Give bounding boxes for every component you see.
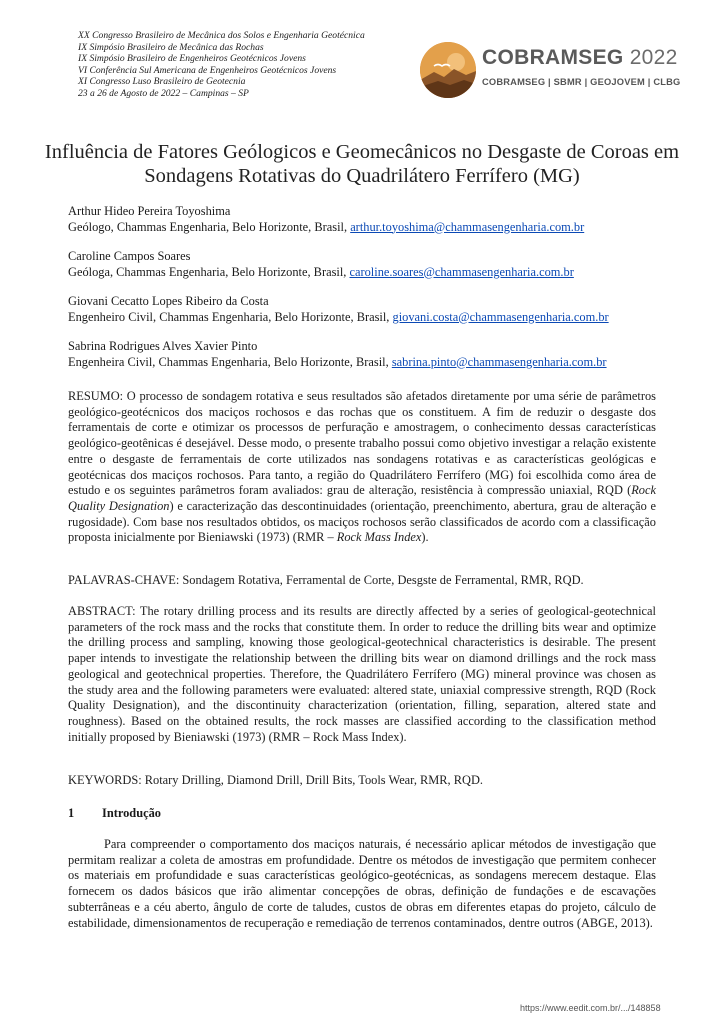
- author-affiliation: Engenheira Civil, Chammas Engenharia, Belo Horizonte, Brasil,: [68, 354, 389, 369]
- header-line: 23 a 26 de Agosto de 2022 – Campinas – SP: [78, 87, 249, 99]
- conference-header: [78, 30, 418, 100]
- palavras-chave: PALAVRAS-CHAVE: Sondagem Rotativa, Ferramental de Corte, Desgste de Ferramental, RMR, RQD.: [68, 573, 584, 587]
- header-line: IX Simpósio Brasileiro de Mecânica das Rochas: [78, 41, 264, 53]
- keywords: KEYWORDS: Rotary Drilling, Diamond Drill, Drill Bits, Tools Wear, RMR, RQD.: [68, 773, 484, 787]
- cobramseg-logo: [420, 40, 682, 100]
- logo-name: COBRAMSEG: [482, 46, 624, 69]
- author-name: Caroline Campos Soares: [68, 249, 191, 263]
- header-line: XX Congresso Brasileiro de Mecânica dos Solos e Engenharia Geotécnica: [78, 30, 365, 41]
- resumo-italic: Rock Quality Designation: [68, 483, 656, 513]
- resumo-text: ).: [421, 530, 429, 545]
- author-entry: [68, 204, 688, 235]
- logo-year: 2022: [629, 46, 678, 69]
- author-email-link[interactable]: arthur.toyoshima@chammasengenharia.com.br: [350, 219, 585, 234]
- author-entry: [68, 249, 688, 280]
- author-name: Sabrina Rodrigues Alves Xavier Pinto: [68, 339, 258, 353]
- footer-url: https://www.eedit.com.br/.../148858: [520, 1003, 661, 1013]
- paper-title: Influência de Fatores Geólogicos e Geomecânicos no Desgaste de Coroas em Sondagens Rotativas do Quadrilátero Ferrífero (MG): [44, 141, 680, 187]
- author-name: Giovani Cecatto Lopes Ribeiro da Costa: [68, 294, 269, 308]
- resumo-italic: Rock Mass Index: [336, 530, 422, 545]
- section-title: Introdução: [102, 806, 161, 820]
- logo-emblem-icon: [420, 42, 476, 98]
- author-entry: [68, 294, 688, 325]
- author-affiliation: Engenheiro Civil, Chammas Engenharia, Belo Horizonte, Brasil,: [68, 309, 390, 324]
- author-email-link[interactable]: caroline.soares@chammasengenharia.com.br: [349, 264, 574, 279]
- logo-subtitle: COBRAMSEG | SBMR | GEOJOVEM | CLBG: [482, 77, 681, 87]
- author-affiliation: Geólogo, Chammas Engenharia, Belo Horizonte, Brasil,: [68, 219, 348, 234]
- section-number: 1: [68, 806, 75, 820]
- header-line: IX Simpósio Brasileiro de Engenheiros Geotécnicos Jovens: [78, 53, 306, 65]
- section-heading: [68, 806, 161, 821]
- author-entry: [68, 339, 688, 370]
- intro-paragraph: Para compreender o comportamento dos maciços naturais, é necessário aplicar métodos de investigação que permitam realizar a coleta de amostras em profundidade. Dentre os métodos de investigação que permitem conhecer os materiais em profundidade e suas características geológico-geotécnicas, as sondagens merecem destaque. Elas fornecem os dados básicos que irão alimentar concepções de obras, definição de fundações e de escavações subterrâneas e a céu aberto, ângulo de corte de taludes, custos de obras em diferentes etapas do projeto, cálculo de estabilidade, dimensionamentos de recuperação e remediação de terrenos contaminados, dentre outros (ABGE, 2013).: [68, 837, 656, 930]
- author-email-link[interactable]: sabrina.pinto@chammasengenharia.com.br: [391, 354, 607, 369]
- author-list: [68, 204, 688, 384]
- resumo-text: RESUMO: O processo de sondagem rotativa e seus resultados são afetados diretamente por uma série de parâmetros geológico-geotécnicos dos maciços rochosos e das rochas que os constituem. A fim de reduzir o desgaste dos ferramentais de corte e otimizar os processos de perfuração e amostragem, o conhecimento dessas características geológico-geotênicas é desejável. Desse modo, o presente trabalho possui como objetivo investigar a relação existente entre o desgaste de ferramentais de corte utilizados nas sondagens rotativas e as características geológicas e geotécnicas dos maciços rochosos. Para tanto, a região do Quadrilátero Ferrífero (MG) foi escolhida como área de estudo e os seguintes parâmetros foram avaliados: grau de alteração, resistência à compressão uniaxial, RQD (: [68, 389, 656, 498]
- author-affiliation: Geóloga, Chammas Engenharia, Belo Horizonte, Brasil,: [68, 264, 347, 279]
- header-line: VI Conferência Sul Americana de Engenheiros Geotécnicos Jovens: [78, 64, 337, 76]
- author-name: Arthur Hideo Pereira Toyoshima: [68, 204, 231, 218]
- resumo-text: ) e caracterização das descontinuidades (orientação, preenchimento, abertura, grau de alteração e rugosidade). Com base nos resultados obtidos, os maciços rochosos serão classificados de acordo com a classificação proposta inicialmente por Bieniawski (1973) (RMR –: [68, 498, 656, 545]
- resumo-paragraph: [68, 389, 656, 546]
- logo-title: [482, 46, 678, 70]
- header-line: XI Congresso Luso Brasileiro de Geotecnia: [78, 76, 246, 88]
- author-email-link[interactable]: giovani.costa@chammasengenharia.com.br: [392, 309, 609, 324]
- abstract-paragraph: ABSTRACT: The rotary drilling process and its results are directly affected by a series of geological-geotechnical parameters of the rock mass and the rocks that constitute them. In order to reduce the drilling bits wear and optimize the drilling process and sampling, knowing those geological-geotechnical characteristics is desirable. The present paper intends to investigate the relationship between the drilling bits wear on diamond drillings and the rock mass geological and geotechnical properties. Therefore, the Quadrilátero Ferrífero (MG) mineral province was chosen as the study area and the following parameters were evaluated: altered state, uniaxial compressive strength, RQD (Rock Quality Designation), and the discontinuity characterization (orientation, filling, separation, altered state and roughness). Based on the obtained results, the rock masses are classified according to the classification method initially proposed by Bieniawski (1973) (RMR – Rock Mass Index).: [68, 604, 656, 744]
